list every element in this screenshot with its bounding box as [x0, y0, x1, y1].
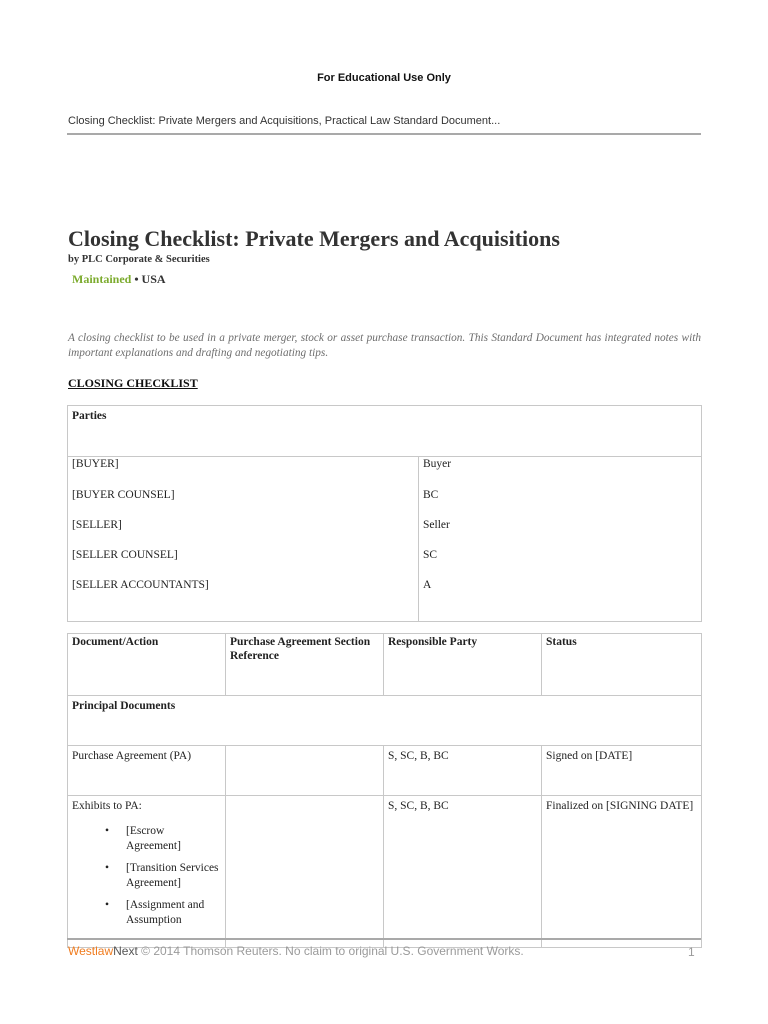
party-abbr: BC [423, 489, 439, 501]
list-item: • [Assignment and Assumption [105, 899, 205, 926]
party-name: [SELLER COUNSEL] [72, 549, 178, 561]
reference-cell [226, 746, 384, 796]
document-cell: Purchase Agreement (PA) [68, 746, 226, 796]
column-header: Document/Action [68, 634, 226, 696]
bullet-icon: • [105, 825, 110, 837]
responsible-party-cell: S, SC, B, BC [384, 746, 542, 796]
checklist-table [67, 633, 702, 948]
party-name: [BUYER] [72, 458, 119, 470]
party-names-cell [68, 457, 419, 622]
maintained-status: Maintained [72, 272, 132, 286]
party-abbr: Buyer [423, 458, 452, 470]
section-heading: CLOSING CHECKLIST [68, 376, 198, 390]
bullet-icon: • [105, 899, 110, 911]
party-abbr: Seller [423, 519, 450, 531]
parties-table [67, 405, 702, 622]
copyright-text: © 2014 Thomson Reuters. No claim to original U.S. Government Works. [141, 944, 524, 958]
column-header: Responsible Party [384, 634, 542, 696]
party-name: [SELLER] [72, 519, 122, 531]
exhibits-list [72, 824, 221, 928]
table-row [68, 796, 702, 948]
footer-copyright [68, 944, 524, 958]
party-name: [BUYER COUNSEL] [72, 489, 175, 501]
educational-use-notice: For Educational Use Only [317, 72, 451, 84]
party-abbr: A [423, 579, 432, 591]
page-number: 1 [688, 945, 695, 959]
list-item: • [Escrow Agreement] [105, 825, 181, 852]
parties-heading: Parties [68, 406, 702, 457]
document-cell [68, 796, 226, 948]
status-cell: Signed on [DATE] [542, 746, 702, 796]
section-row [68, 696, 702, 746]
party-abbr: SC [423, 549, 438, 561]
document-status-line [72, 272, 166, 287]
header-divider [67, 133, 701, 135]
principal-documents-label: Principal Documents [68, 696, 702, 746]
document-reference-header: Closing Checklist: Private Mergers and Acquisitions, Practical Law Standard Document... [68, 115, 501, 127]
checklist-header-row [68, 634, 702, 696]
westlawnext-logo: WestlawNext [68, 944, 138, 958]
status-cell: Finalized on [SIGNING DATE] [542, 796, 702, 948]
responsible-party-cell: S, SC, B, BC [384, 796, 542, 948]
status-separator: • [134, 272, 139, 286]
list-item: • [Transition Services Agreement] [105, 862, 219, 889]
jurisdiction: USA [141, 272, 166, 286]
document-title: Closing Checklist: Private Mergers and Acquisitions [68, 226, 560, 251]
column-header: Purchase Agreement Section Reference [226, 634, 384, 696]
document-abstract: A closing checklist to be used in a private merger, stock or asset purchase transaction. This Standard Document has integrated notes with important explanations and drafting and negotiating tips. [68, 332, 701, 359]
party-abbreviations-cell [419, 457, 702, 622]
document-byline: by PLC Corporate & Securities [68, 254, 210, 265]
reference-cell [226, 796, 384, 948]
footer-divider [67, 938, 701, 940]
table-row [68, 746, 702, 796]
column-header: Status [542, 634, 702, 696]
party-name: [SELLER ACCOUNTANTS] [72, 579, 209, 591]
bullet-icon: • [105, 862, 110, 874]
exhibits-label: Exhibits to PA: [72, 800, 142, 812]
